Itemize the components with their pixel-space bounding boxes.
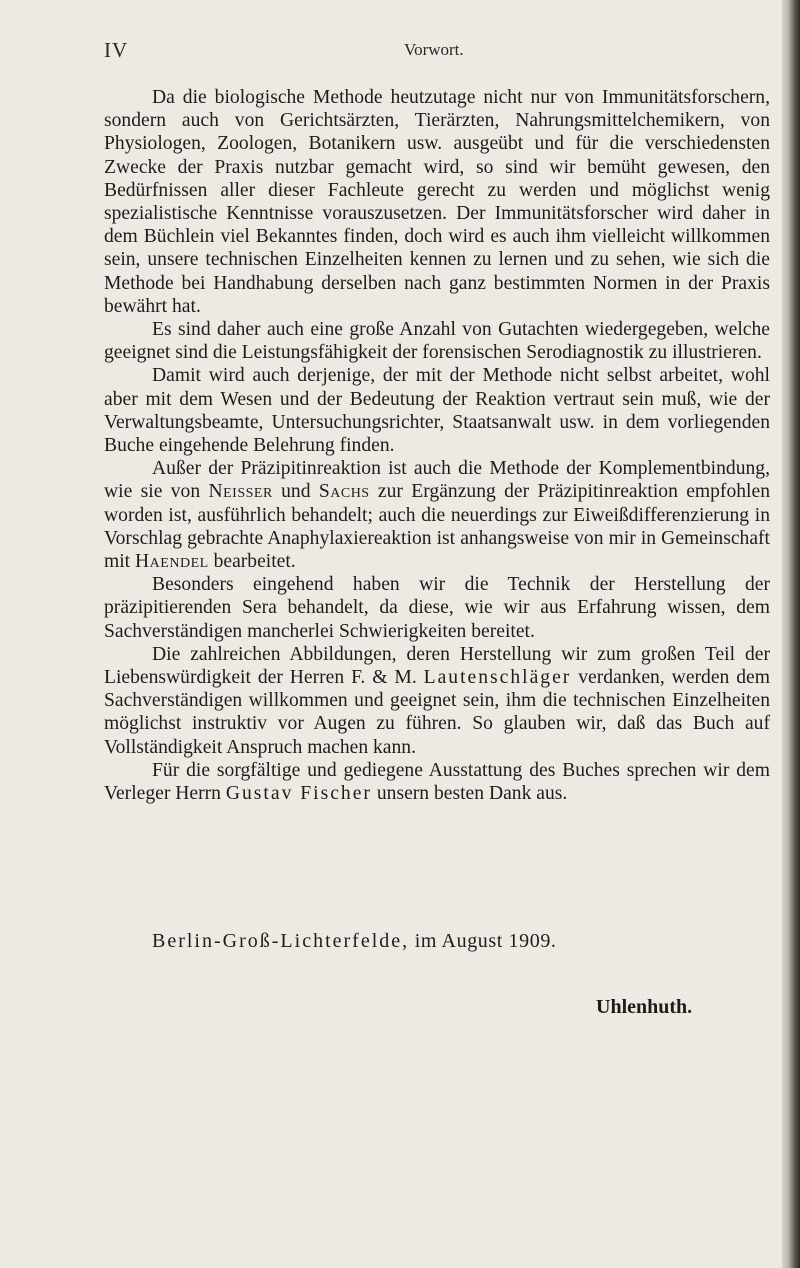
paragraph-6-text-a: Die zahlreichen Abbildungen, deren Herstellung wir zum großen Teil der Liebenswürdigkeit der Herren F. & M. (104, 643, 770, 689)
publisher-name: Gustav Fischer (225, 783, 372, 805)
date: im August 1909. (409, 930, 557, 952)
author-name-haendel: Haendel (135, 551, 209, 573)
paragraph-4-text-a: Außer der Präzipitinreaktion ist auch die Methode der Komplementbindung, wie sie von (104, 458, 770, 503)
place: Berlin-Groß-Lichterfelde, (152, 930, 410, 952)
paragraph-5: Besonders eingehend haben wir die Technik der Herstellung der präzipitierenden Sera behandelt, da diese, wie wir aus Erfahrung wissen, dem Sachverständigen mancherlei Schwierigkeiten bereitet. (104, 574, 770, 642)
paragraph-4-text-c: zur Ergänzung der Präzipitinreaktion empfohlen worden ist, ausführlich behandelt; auch die neuerdings zur Eiweißdifferenzierung in Vorschlag gebrachte Anaphylaxiereaktion ist anhangsweise von mir in Gemeinschaft mit (104, 481, 770, 573)
place-and-date (152, 930, 557, 953)
author-signature: Uhlenhuth. (596, 996, 693, 1018)
paragraph-7 (104, 759, 770, 805)
paragraph-4 (104, 457, 770, 573)
author-name-neisser: Neisser (208, 481, 273, 503)
body-text (104, 86, 770, 805)
paragraph-7-text-b: unsern besten Dank aus. (371, 783, 568, 805)
book-spine-shadow (782, 0, 800, 1268)
page-number: IV (104, 38, 129, 62)
paragraph-7-text-a: Für die sorgfältige und gediegene Ausstattung des Buches sprechen wir dem Verleger Herrn (104, 759, 770, 805)
name-lautenschlaeger: Lautenschläger (423, 667, 572, 689)
paragraph-4-text-b: und (272, 481, 319, 503)
paragraph-1: Da die biologische Methode heutzutage nicht nur von Immunitätsforschern, sondern auch von Gerichtsärzten, Tierärzten, Nahrungsmittelchemikern, von Physiologen, Zoologen, Botanikern usw. ausgeübt und für die verschiedensten Zwecke der Praxis nutzbar gemacht wird, so sind wir bemüht gewesen, den Bedürfnissen aller dieser Fachleute gerecht zu werden und möglichst wenig spezialistische Kenntnisse vorauszusetzen. Der Immunitätsforscher wird daher in dem Büchlein viel Bekanntes finden, doch wird es auch ihm vielleicht willkommen sein, unsere technischen Einzelheiten kennen zu lernen und zu sehen, wie sich die Methode bei Handhabung derselben nach ganz bestimmten Normen in der Praxis bewährt hat. (104, 87, 770, 317)
author-name-sachs: Sachs (318, 481, 370, 503)
paragraph-2: Es sind daher auch eine große Anzahl von Gutachten wiedergegeben, welche geeignet sind die Leistungsfähigkeit der forensischen Serodiagnostik zu illustrieren. (104, 319, 770, 364)
paragraph-4-text-d: bearbeitet. (208, 551, 296, 573)
paragraph-6 (104, 643, 770, 759)
paragraph-3: Damit wird auch derjenige, der mit der Methode nicht selbst arbeitet, wohl aber mit dem Wesen und der Bedeutung der Reaktion vertraut sein muß, wie der Verwaltungsbeamte, Untersuchungsrichter, Staatsanwalt usw. in dem vorliegenden Buche eingehende Belehrung finden. (104, 365, 770, 457)
running-head: Vorwort. (404, 40, 464, 59)
paragraph-6-text-b: verdanken, werden dem Sachverständigen willkommen und geeignet sein, ihm die technischen Einzelheiten möglichst instruktiv vor Augen zu führen. So glauben wir, daß das Buch auf Vollständigkeit Anspruch machen kann. (104, 667, 770, 758)
